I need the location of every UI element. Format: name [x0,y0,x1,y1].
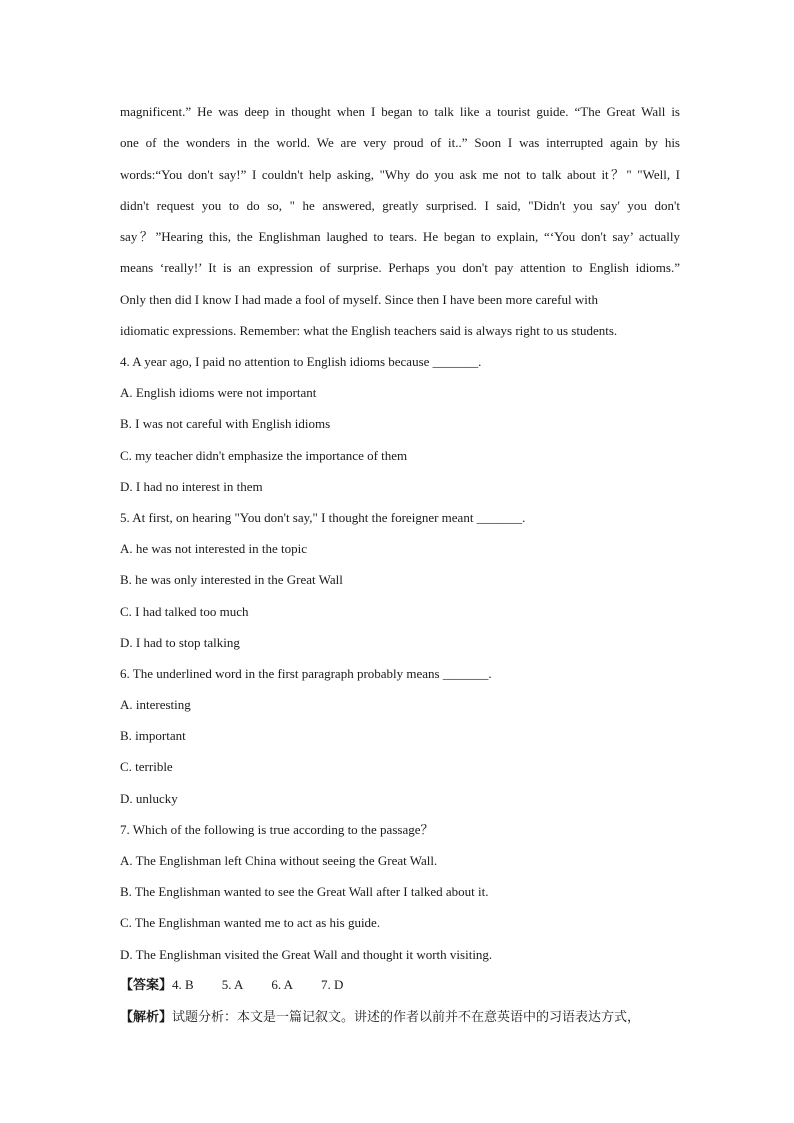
passage-line: Only then did I know I had made a fool of myself. Since then I have been more careful with [120,291,598,307]
passage-line: say？”Hearing this, the Englishman laughed to tears. He began to explain, “‘You don't say’ actually [120,229,680,245]
question-option: D. The Englishman visited the Great Wall and thought it worth visiting. [120,946,493,962]
question-option: A. The Englishman left China without seeing the Great Wall. [120,853,438,868]
question-option: C. I had talked too much [120,603,249,619]
question-option: C. my teacher didn't emphasize the importance of them [120,447,408,463]
passage [120,101,680,351]
answer-item: 6. A [271,977,294,992]
answer-item: 4. B [172,977,194,992]
answer-item: 7. D [321,977,344,992]
passage-line: words:“You don't say!” I couldn't help asking, "Why do you ask me not to talk about it？" "Well, I [120,166,680,182]
answer-line [120,974,680,997]
question-stem: 4. A year ago, I paid no attention to English idioms because _______. [120,354,482,369]
passage-line: magnificent.” He was deep in thought when I began to talk like a tourist guide. “The Great Wall is [120,104,680,119]
passage-line: idiomatic expressions. Remember: what the English teachers said is always right to us students. [120,323,618,339]
question-option: D. I had no interest in them [120,478,263,494]
passage-line: one of the wonders in the world. We are very proud of it..” Soon I was interrupted again by his [120,135,680,151]
question-option: B. he was only interested in the Great Wall [120,572,343,588]
answer-label: 【答案】 [120,978,173,993]
question-option: C. terrible [120,759,173,775]
question-option: A. English idioms were not important [120,385,317,401]
question-option: A. he was not interested in the topic [120,541,308,557]
question-option: A. interesting [120,697,191,713]
question-option: D. unlucky [120,790,178,806]
question-stem: 6. The underlined word in the first paragraph probably means _______. [120,665,492,681]
question-option: B. The Englishman wanted to see the Great Wall after I talked about it. [120,884,489,900]
answer-item: 5. A [221,977,244,992]
question-option: D. I had to stop talking [120,634,240,650]
passage-line: didn't request you to do so, " he answered, greatly surprised. I said, "Didn't you say' you don't [120,197,680,213]
question-stem: 5. At first, on hearing "You don't say," I thought the foreigner meant _______. [120,509,526,525]
question-option: B. important [120,728,186,744]
analysis-line [120,1007,680,1029]
question-option: B. I was not careful with English idioms [120,416,331,432]
passage-line: means ‘really!’ It is an expression of surprise. Perhaps you don't pay attention to English idioms.” [120,260,680,276]
analysis-label: 【解析】 [120,1010,173,1025]
analysis-text: 试题分析：本文是一篇记叙文。讲述的作者以前并不在意英语中的习语表达方式， [172,1010,641,1025]
question-list [120,351,680,975]
question-stem: 7. Which of the following is true according to the passage？ [120,821,434,837]
question-option: C. The Englishman wanted me to act as his guide. [120,915,381,931]
